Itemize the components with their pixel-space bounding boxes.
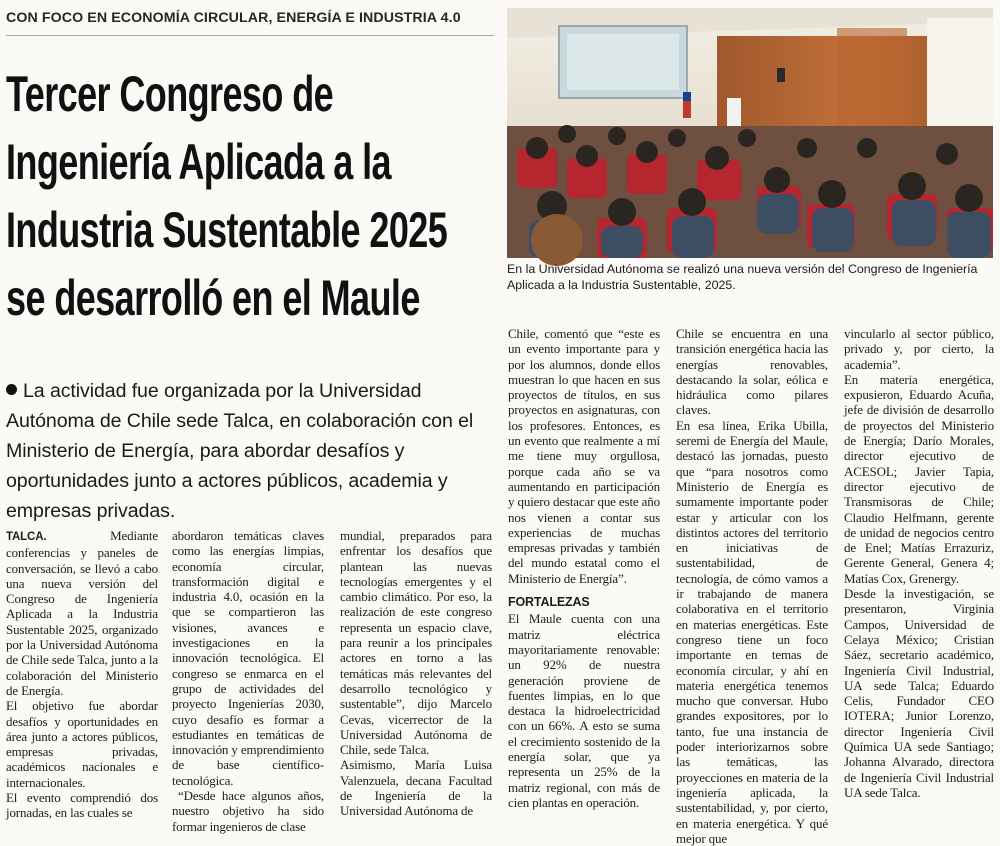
paragraph <box>6 528 158 698</box>
article-column-1 <box>6 528 158 821</box>
headline-line: Ingeniería Aplicada a la <box>6 134 391 190</box>
lead-text: La actividad fue organizada por la Universidad Autónoma de Chile sede Talca, en colaboración con el Ministerio de Energía, para abordar desafíos y oportunidades junto a actores públicos, academia y empresas privadas. <box>6 380 474 522</box>
paragraph: El Maule cuenta con una matriz eléctrica mayoritariamente renovable: un 92% de nuestra generación proviene de fuentes limpias, en lo que destaca la hidroelectricidad con un 66%. A esto se suma el crecimiento sostenido de la energía solar, que ya representa un 25% de la matriz regional, con más de cien plantas en operación. <box>508 611 660 810</box>
paragraph: Asimismo, María Luisa Valenzuela, decana Facultad de Ingeniería de la Universidad Autónoma de <box>340 757 492 819</box>
auditorium-illustration <box>507 8 993 258</box>
paragraph: mundial, preparados para enfrentar los desafíos que plantean las nuevas tecnologías emergentes y el cambio climático. Por eso, la realización de este congreso representa un espacio clave, para reunir a los principales actores en torno a las temáticas más relevantes del desarrollo tecnológico y sustentable”, dijo Marcelo Cevas, vicerrector de la Universidad Autónoma de Chile, sede Talca. <box>340 528 492 758</box>
kicker: CON FOCO EN ECONOMÍA CIRCULAR, ENERGÍA E INDUSTRIA 4.0 <box>6 6 494 36</box>
paragraph-text: Mediante conferencias y paneles de conversación, se llevó a cabo una nueva versión del Congreso de Ingeniería Aplicada a la Industria Sustentable 2025, organizado por la Universidad Autónoma de Chile sede Talca, junto a la colaboración del Ministerio de Energía. <box>6 528 158 698</box>
conference-photo <box>507 8 993 258</box>
article-column-4 <box>508 326 660 810</box>
paragraph: Desde la investigación, se presentaron, Virginia Campos, Universidad de Celaya México; Cristian Sáez, secretario académico, Ingeniería Civil Industrial, UA sede Talca; Eduardo Celis, Fundador CEO IOTERA; Junior Lorenzo, director Ingeniería Civil Química UA sede Santiago; Johanna Alvarado, directora de Ingeniería Civil Industrial UA sede Talca. <box>844 586 994 800</box>
article-column-5 <box>676 326 828 846</box>
article-column-6 <box>844 326 994 800</box>
headline-line: se desarrolló en el Maule <box>6 270 420 326</box>
paragraph: “Desde hace algunos años, nuestro objetivo ha sido formar ingenieros de clase <box>172 788 324 834</box>
paragraph: El objetivo fue abordar desafíos y oportunidades en área junto a actores públicos, empresas privadas, académicos nacionales e internacionales. <box>6 698 158 790</box>
bullet-icon <box>6 384 17 395</box>
headline-line: Industria Sustentable 2025 <box>6 202 448 258</box>
headline-line: Tercer Congreso de <box>6 66 334 122</box>
headline <box>6 60 496 332</box>
article-column-2 <box>172 528 324 834</box>
photo-caption: En la Universidad Autónoma se realizó una nueva versión del Congreso de Ingeniería Aplicada a la Industria Sustentable, 2025. <box>507 262 978 292</box>
paragraph: Chile se encuentra en una transición energética hacia las energías renovables, destacando la solar, eólica e hidráulica como pilares claves. <box>676 326 828 418</box>
article-column-3 <box>340 528 492 819</box>
paragraph: vincularlo al sector público, privado y, por cierto, la academia”. <box>844 326 994 372</box>
paragraph: Chile, comentó que “este es un evento importante para y por los alumnos, donde ellos muestran lo que hacen en sus proyectos de títulos, en sus proyectos en asignaturas, con los profesores. Entonces, es un evento que realmente a mí me tiene muy orgullosa, porque cada año se va aumentando en participación y quiero destacar que este año nos vienen a contar sus experiencias de muchas empresas privadas y también del mundo estatal como el Ministerio de Energía”. <box>508 326 660 586</box>
section-subhead: FORTALEZAS <box>508 595 590 610</box>
lead-paragraph <box>6 376 496 526</box>
paragraph: En materia energética, expusieron, Eduardo Acuña, jefe de división de desarrollo de proyectos del Ministerio de Energía; Darío Morales, director ejecutivo de ACESOL; Javier Tapia, director ejecutivo de Transmisoras de Chile; Claudio Helfmann, gerente de unidad de negocios centro de Enel; Matías Errazuriz, Gerente General, Genera 4; Matías Cox, Grenergy. <box>844 371 994 586</box>
paragraph: abordaron temáticas claves como las energías limpias, economía circular, transformación digital e industria 4.0, ocasión en la que se compartieron las visiones, avances e investigaciones en la innovación tecnológica. El congreso se enmarca en el grupo de actividades del proyecto Ingenierías 2030, cuyo desafío es formar a estudiantes en temáticas de innovación y emprendimiento de base científico-tecnológica. <box>172 528 324 788</box>
dateline: TALCA. <box>6 531 47 543</box>
paragraph: En esa línea, Erika Ubilla, seremi de Energía del Maule, destacó las jornadas, puesto que “para nosotros como Ministerio de Energía es sumamente importante poder estar y articular con los distintos actores del territorio en iniciativas de sustentabilidad, de tecnología, de cómo vamos a ir trabajando de manera colaborativa en el territorio en materias energéticas. Este congreso tiene un foco importante en temas de economía circular, y ahí en materia energética tenemos mucho que conversar. Hubo grandes expositores, por lo tanto, fue una instancia de poder interiorizarnos sobre las temáticas, las proyecciones en materia de la ingeniería aplicada, la sustentabilidad, y, por cierto, en materia energética. Y qué mejor que <box>676 417 828 846</box>
paragraph: El evento comprendió dos jornadas, en las cuales se <box>6 790 158 821</box>
